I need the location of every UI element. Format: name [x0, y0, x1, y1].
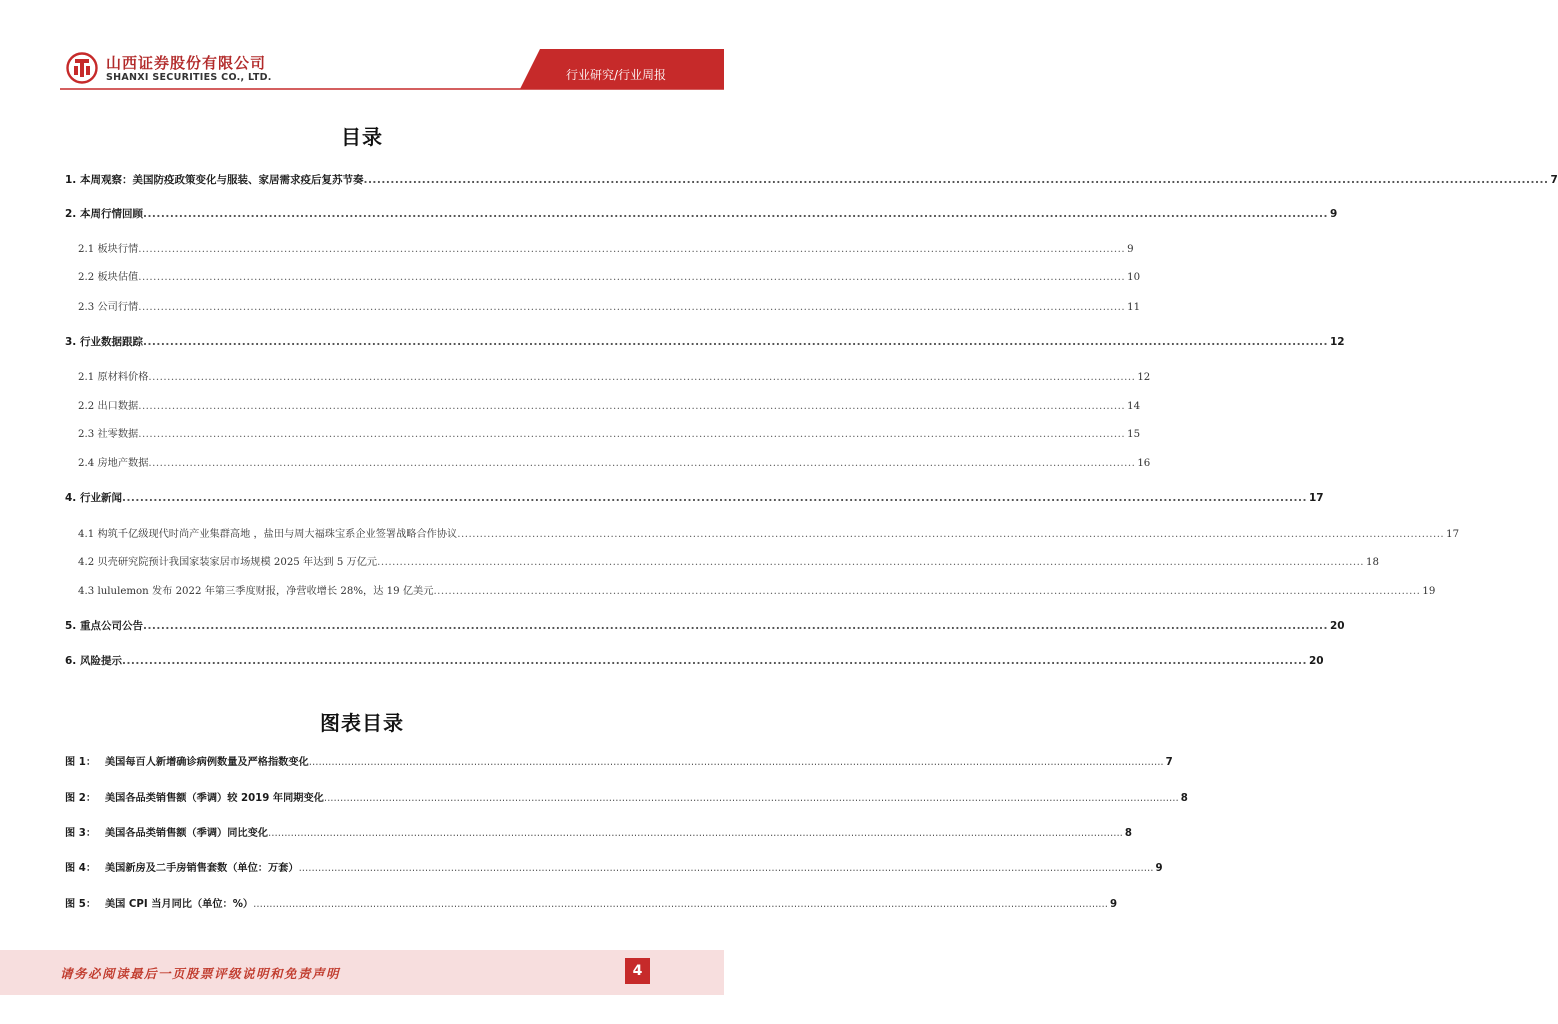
toc-leader-dots [143, 208, 1328, 220]
figure-leader-dots [309, 757, 1164, 768]
toc-entry[interactable] [65, 334, 1345, 349]
toc-leader-dots [377, 557, 1364, 568]
toc-leader-dots [138, 302, 1125, 313]
toc-leader-dots [138, 429, 1125, 440]
toc-entry[interactable] [78, 368, 1151, 383]
toc-entry-label: 2.4 房地产数据 [78, 458, 149, 469]
toc-entry[interactable] [78, 454, 1151, 469]
toc-entry-label: 4.1 构筑千亿级现代时尚产业集群高地 ，盐田与周大福珠宝系企业签署战略合作协议 [78, 529, 458, 540]
toc-entry-label: 4.2 贝壳研究院预计我国家装家居市场规模 2025 年达到 5 万亿元 [78, 557, 378, 568]
figure-entry-number: 图 4： [65, 863, 97, 874]
toc-entry[interactable] [65, 206, 1338, 221]
company-name-en: SHANXI SECURITIES CO., LTD. [106, 72, 272, 83]
figure-entry-page: 8 [1124, 828, 1133, 839]
toc-entry-page: 15 [1127, 429, 1141, 440]
toc-leader-dots [363, 174, 1548, 186]
toc-leader-dots [122, 655, 1307, 667]
toc-entry[interactable] [78, 397, 1141, 412]
toc-entry-label: 4.3 lululemon 发布 2022 年第三季度财报，净营收增长 28%，达 19 亿美元 [78, 586, 434, 597]
figure-entry-page: 7 [1165, 757, 1173, 768]
toc-entry-page: 19 [1422, 586, 1436, 597]
toc-entry-page: 20 [1309, 655, 1324, 667]
toc-leader-dots [122, 492, 1307, 504]
figure-entry[interactable] [65, 753, 1173, 768]
figure-entry-label: 美国 CPI 当月同比（单位：%） [105, 899, 254, 910]
toc-leader-dots [138, 244, 1125, 255]
toc-leader-dots [143, 336, 1328, 348]
figure-entry-label: 美国各品类销售额（季调）较 2019 年同期变化 [105, 793, 324, 804]
figure-entry-number: 图 5： [65, 899, 97, 910]
toc-entry-label: 2.2 出口数据 [78, 401, 139, 412]
figure-entry-label: 美国各品类销售额（季调）同比变化 [105, 828, 268, 839]
toc-entry-label: 3. 行业数据跟踪 [65, 336, 143, 348]
toc-leader-dots [138, 272, 1125, 283]
toc-entry[interactable] [65, 490, 1324, 505]
toc-entry-page: 14 [1127, 401, 1141, 412]
figure-entry-label: 美国每百人新增确诊病例数量及严格指数变化 [105, 757, 309, 768]
company-logo-icon [66, 52, 98, 84]
toc-leader-dots [138, 401, 1125, 412]
toc-entry-page: 12 [1330, 336, 1345, 348]
toc-entry-label: 2.1 板块行情 [78, 244, 139, 255]
toc-leader-dots [148, 372, 1135, 383]
toc-entry-page: 7 [1550, 174, 1558, 186]
disclaimer-text: 请务必阅读最后一页股票评级说明和免责声明 [60, 966, 341, 981]
toc-entry-label: 2.2 板块估值 [78, 272, 139, 283]
toc-entry[interactable] [65, 172, 1558, 187]
toc-entry[interactable] [65, 618, 1345, 633]
toc-entry[interactable] [78, 240, 1134, 255]
page-header [0, 0, 724, 96]
toc-entry-label: 1. 本周观察：美国防疫政策变化与服装、家居需求疫后复苏节奏 [65, 174, 364, 186]
toc-leader-dots [143, 620, 1328, 632]
figure-entry-label: 美国新房及二手房销售套数（单位：万套） [105, 863, 299, 874]
figure-entry-page: 8 [1180, 793, 1188, 804]
toc-entry-page: 10 [1127, 272, 1141, 283]
toc-leader-dots [433, 586, 1420, 597]
toc-entry[interactable] [78, 425, 1141, 440]
toc-entry-label: 2.3 社零数据 [78, 429, 139, 440]
figure-entry-page: 9 [1155, 863, 1163, 874]
company-name-cn: 山西证券股份有限公司 [106, 54, 267, 72]
toc-entry-page: 17 [1309, 492, 1324, 504]
toc-entry-page: 9 [1127, 244, 1134, 255]
figure-entry-page: 9 [1110, 899, 1118, 910]
toc-entry-label: 6. 风险提示 [65, 655, 122, 667]
toc-entry-page: 16 [1137, 458, 1151, 469]
page-number: 4 [625, 958, 650, 984]
figures-title: 图表目录 [320, 711, 404, 735]
toc-leader-dots [457, 529, 1444, 540]
page-footer [0, 950, 724, 995]
figure-leader-dots [324, 793, 1179, 804]
figure-entry-number: 图 3： [65, 828, 97, 839]
toc-entry-page: 11 [1127, 302, 1141, 313]
toc-entry[interactable] [78, 525, 1460, 540]
toc-title: 目录 [341, 125, 383, 149]
report-category: 行业研究/行业周报 [565, 68, 666, 82]
toc-entry-label: 4. 行业新闻 [65, 492, 122, 504]
figure-entry-number: 图 2： [65, 793, 97, 804]
toc-entry-label: 2.3 公司行情 [78, 302, 139, 313]
toc-entry-page: 20 [1330, 620, 1345, 632]
figure-leader-dots [268, 828, 1123, 839]
toc-entry[interactable] [78, 298, 1141, 313]
figure-entry[interactable] [65, 789, 1188, 804]
toc-entry[interactable] [78, 268, 1141, 283]
figure-entry-number: 图 1： [65, 757, 97, 768]
toc-entry[interactable] [65, 653, 1324, 668]
toc-entry-page: 9 [1330, 208, 1338, 220]
figure-entry[interactable] [65, 824, 1133, 839]
toc-entry-label: 2.1 原材料价格 [78, 372, 149, 383]
toc-entry-page: 18 [1366, 557, 1380, 568]
figure-entry[interactable] [65, 895, 1118, 910]
toc-entry[interactable] [78, 553, 1380, 568]
toc-entry-page: 17 [1446, 529, 1460, 540]
toc-entry-page: 12 [1137, 372, 1151, 383]
figure-leader-dots [253, 899, 1108, 910]
figure-entry[interactable] [65, 859, 1163, 874]
figure-leader-dots [299, 863, 1154, 874]
toc-entry[interactable] [78, 582, 1436, 597]
toc-leader-dots [148, 458, 1135, 469]
toc-entry-label: 5. 重点公司公告 [65, 620, 143, 632]
toc-entry-label: 2. 本周行情回顾 [65, 208, 143, 220]
